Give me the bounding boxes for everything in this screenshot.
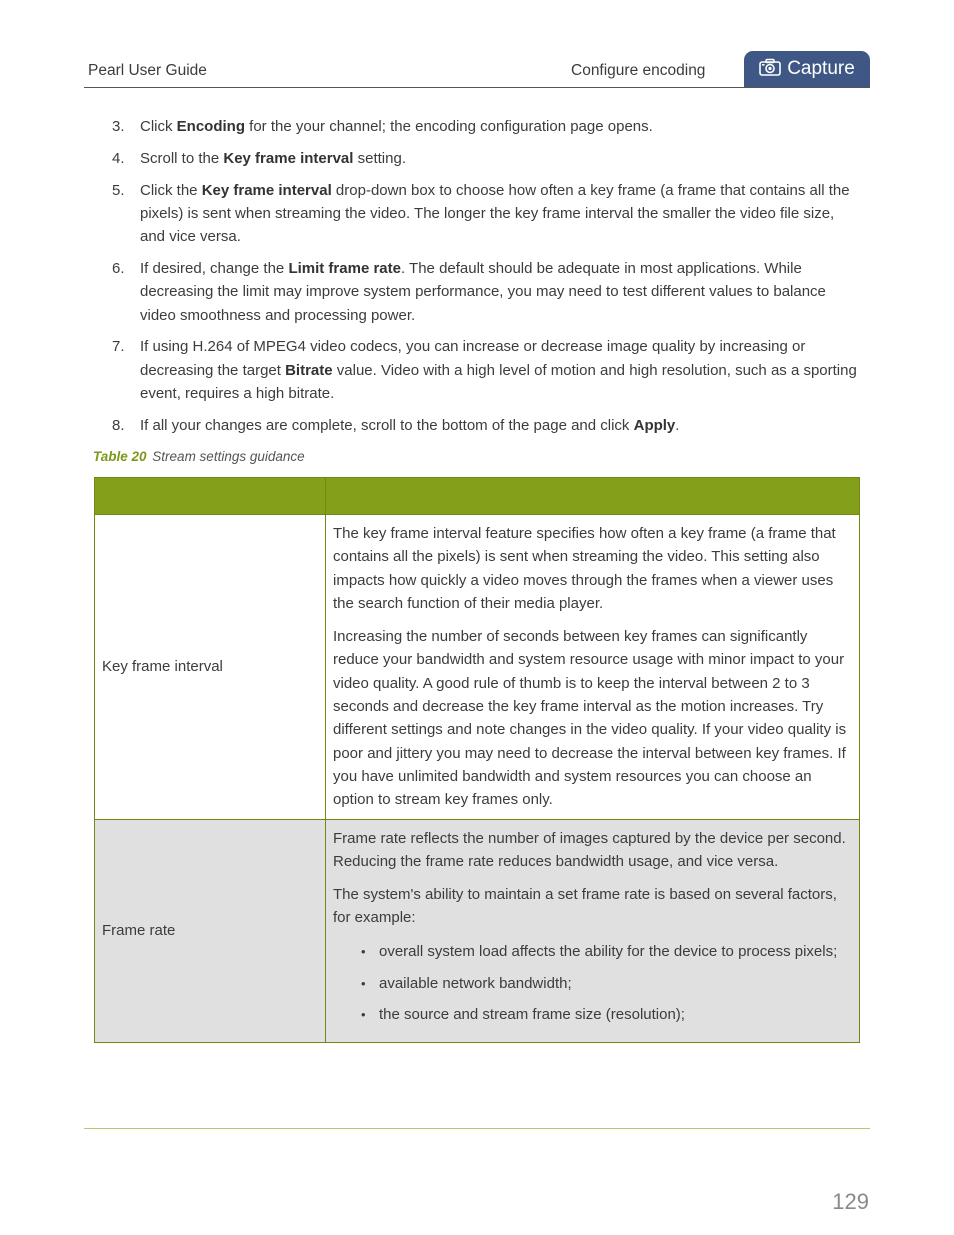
step-item (112, 179, 862, 249)
description-paragraph: The system's ability to maintain a set frame rate is based on several factors, for example: (333, 886, 837, 927)
setting-name-cell: Key frame interval (95, 515, 326, 820)
step-number: 3. (112, 118, 125, 135)
setting-description-cell (326, 515, 860, 820)
stream-settings-table (94, 477, 860, 1043)
step-number: 6. (112, 259, 125, 277)
steps-list (112, 115, 862, 446)
document-title: Pearl User Guide (88, 62, 207, 79)
step-item (112, 147, 862, 170)
step-item (112, 115, 862, 138)
step-item (112, 257, 862, 327)
table-number: Table 20 (93, 449, 147, 464)
setting-description-cell (326, 819, 860, 1043)
table-row (95, 515, 860, 820)
description-paragraph: Frame rate reflects the number of images captured by the device per second. Reducing the frame rate reduces bandwidth usage, and vice versa. (333, 829, 846, 870)
capture-label: Capture (787, 58, 855, 79)
bullet-item: • the source and stream frame size (resolution); (357, 1003, 852, 1026)
step-number: 4. (112, 149, 125, 167)
bullet-list (333, 940, 852, 1027)
step-text: If desired, change the Limit frame rate. The default should be adequate in most applications. While decreasing the limit may improve system performance, you may need to test different values to balance video smoothness and processing power. (140, 259, 826, 324)
step-number: 7. (112, 338, 125, 356)
page-number: 129 (832, 1189, 869, 1214)
step-text: Click the Key frame interval drop-down box to choose how often a key frame (a frame that contains all the pixels) is sent when streaming the video. The longer the key frame interval the smaller the video file size, and vice versa. (140, 181, 850, 246)
bullet-item: • overall system load affects the ability for the device to process pixels; (357, 940, 852, 963)
step-text: Scroll to the Key frame interval setting. (140, 149, 406, 167)
table-caption-text: Stream settings guidance (152, 449, 305, 464)
step-number: 8. (112, 416, 125, 434)
capture-tab (744, 51, 870, 87)
step-text: If using H.264 of MPEG4 video codecs, you can increase or decrease image quality by increasing or decreasing the target Bitrate value. Video with a high level of motion and high resolution, such as a sporting event, requires a high bitrate. (140, 338, 857, 402)
table-header-cell-description (326, 478, 860, 515)
table-caption (93, 449, 305, 464)
section-title: Configure encoding (571, 62, 706, 79)
camera-icon (759, 58, 781, 81)
step-item (112, 414, 862, 437)
footer-divider (84, 1128, 870, 1129)
table-header-row (95, 478, 860, 515)
step-text: Click Encoding for the your channel; the encoding configuration page opens. (140, 118, 653, 135)
step-text: If all your changes are complete, scroll to the bottom of the page and click Apply. (140, 416, 680, 434)
description-paragraph: The key frame interval feature specifies how often a key frame (a frame that contains all the pixels) is sent when streaming the video. This setting also impacts how quickly a video moves through the frames when a viewer uses the search function of their media player. (333, 525, 836, 612)
setting-name-cell: Frame rate (95, 819, 326, 1043)
bullet-item: • available network bandwidth; (357, 972, 852, 995)
description-paragraph: Increasing the number of seconds between key frames can significantly reduce your bandwidth and system resource usage with minor impact to your video quality. A good rule of thumb is to keep the interval between 2 to 3 seconds and decrease the key frame interval as the motion increases. Try different settings and note changes in the video quality. If your video quality is poor and jittery you may need to decrease the interval between key frames. If you have unlimited bandwidth and system resources you can choose an option to stream key frames only. (333, 628, 847, 809)
table-row (95, 819, 860, 1043)
step-item (112, 335, 862, 405)
step-number: 5. (112, 181, 125, 199)
page-header (84, 51, 870, 88)
table-header-cell-setting (95, 478, 326, 515)
